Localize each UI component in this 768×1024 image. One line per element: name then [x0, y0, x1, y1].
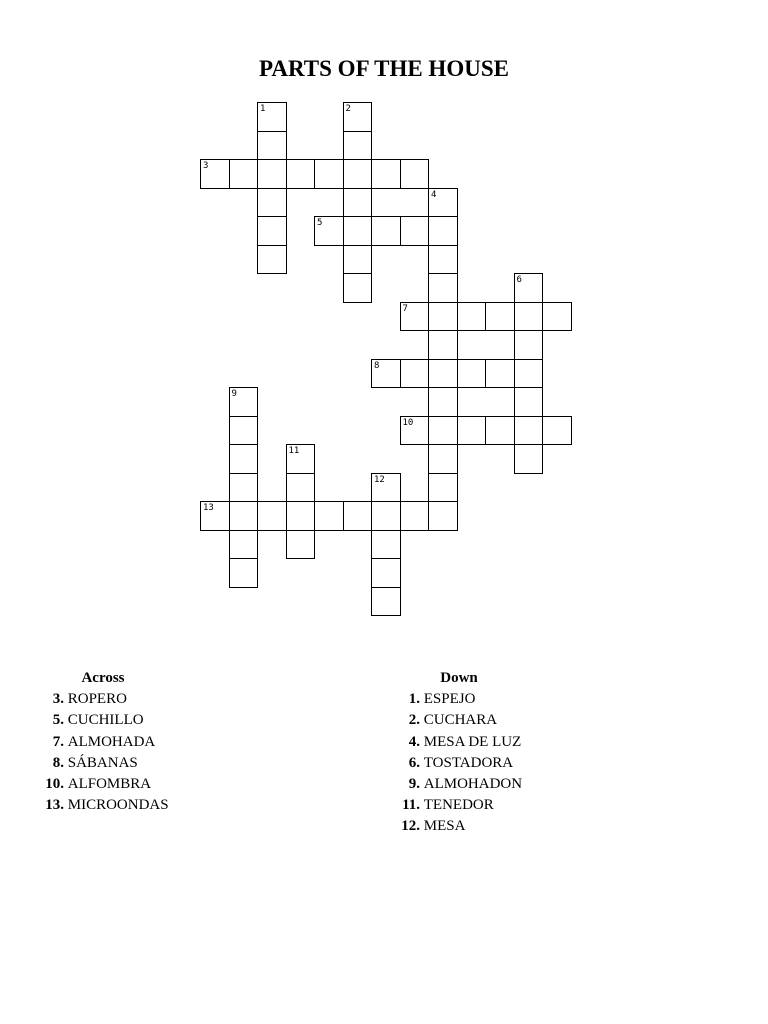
crossword-cell[interactable]: [400, 159, 430, 189]
crossword-cell[interactable]: [257, 159, 287, 189]
cell-number: 9: [231, 389, 237, 399]
cell-number: 8: [374, 360, 380, 371]
crossword-cell[interactable]: [229, 444, 259, 474]
crossword-cell[interactable]: [428, 387, 458, 417]
crossword-cell[interactable]: [400, 416, 430, 446]
crossword-cell[interactable]: [257, 501, 287, 531]
crossword-cell[interactable]: [286, 473, 316, 503]
down-clue-0: [392, 689, 572, 710]
crossword-cell[interactable]: [286, 501, 316, 531]
cell-number: 4: [431, 189, 437, 200]
crossword-cell[interactable]: [514, 273, 544, 303]
crossword-cell[interactable]: [314, 159, 344, 189]
cell-number: 6: [516, 275, 522, 285]
crossword-cell[interactable]: [371, 558, 401, 588]
cell-number: 3: [203, 161, 209, 171]
crossword-cell[interactable]: [428, 302, 458, 332]
crossword-cell[interactable]: [371, 359, 401, 389]
down-clue-text: MESA: [420, 818, 466, 835]
across-clue-text: CUCHILLO: [64, 712, 144, 729]
crossword-cell[interactable]: [428, 216, 458, 246]
crossword-cell[interactable]: [343, 159, 373, 189]
crossword-cell[interactable]: [257, 131, 287, 161]
crossword-cell[interactable]: [229, 501, 259, 531]
down-clue-4: [392, 774, 572, 795]
crossword-cell[interactable]: [371, 159, 401, 189]
crossword-cell[interactable]: [229, 530, 259, 560]
crossword-cell[interactable]: [485, 302, 515, 332]
crossword-cell[interactable]: [371, 587, 401, 617]
across-clue-number: 8.: [52, 754, 64, 771]
crossword-cell[interactable]: [343, 245, 373, 275]
across-heading: Across: [81, 670, 125, 686]
crossword-cell[interactable]: [257, 188, 287, 218]
across-clue-number: 5.: [52, 712, 64, 729]
crossword-cell[interactable]: [200, 501, 230, 531]
crossword-cell[interactable]: [371, 216, 401, 246]
crossword-cell[interactable]: [343, 188, 373, 218]
crossword-cell[interactable]: [514, 387, 544, 417]
across-clue-2: [36, 732, 216, 753]
page-title: PARTS OF THE HOUSE: [259, 56, 509, 81]
crossword-cell[interactable]: [542, 302, 572, 332]
crossword-cell[interactable]: [457, 359, 487, 389]
crossword-cell[interactable]: [343, 273, 373, 303]
crossword-cell[interactable]: [371, 473, 401, 503]
crossword-cell[interactable]: [257, 216, 287, 246]
crossword-cell[interactable]: [457, 416, 487, 446]
crossword-cell[interactable]: [200, 159, 230, 189]
cell-number: 5: [317, 218, 323, 228]
across-clue-4: [36, 774, 216, 795]
crossword-cell[interactable]: [428, 359, 458, 389]
across-clue-number: 3.: [52, 691, 64, 708]
across-clue-text: ALMOHADA: [64, 733, 156, 750]
crossword-cell[interactable]: [428, 188, 458, 218]
down-clue-1: [392, 710, 572, 731]
across-clues: [36, 668, 216, 816]
across-clue-text: ROPERO: [64, 691, 127, 708]
crossword-cell[interactable]: [229, 387, 259, 417]
down-clue-text: MESA DE LUZ: [420, 733, 522, 750]
crossword-cell[interactable]: [314, 501, 344, 531]
cell-number: 12: [374, 474, 385, 485]
crossword-cell[interactable]: [371, 501, 401, 531]
across-clue-text: SÁBANAS: [64, 754, 138, 771]
across-clue-0: [36, 689, 216, 710]
down-clue-number: 9.: [408, 776, 420, 793]
crossword-cell[interactable]: [428, 444, 458, 474]
down-clue-number: 6.: [408, 754, 420, 771]
down-clue-2: [392, 732, 572, 753]
crossword-cell[interactable]: [371, 530, 401, 560]
crossword-cell[interactable]: [343, 216, 373, 246]
cell-number: 13: [203, 503, 214, 513]
crossword-cell[interactable]: [514, 330, 544, 360]
down-clue-text: TENEDOR: [420, 797, 494, 814]
across-clue-1: [36, 710, 216, 731]
crossword-cell[interactable]: [485, 359, 515, 389]
crossword-cell[interactable]: [514, 359, 544, 389]
across-clue-number: 10.: [45, 776, 64, 793]
crossword-cell[interactable]: [428, 245, 458, 275]
crossword-cell[interactable]: [457, 302, 487, 332]
down-clue-number: 2.: [408, 712, 420, 729]
crossword-cell[interactable]: [428, 473, 458, 503]
across-clue-5: [36, 795, 216, 816]
down-heading: Down: [440, 670, 478, 686]
cell-number: 11: [288, 446, 300, 456]
down-clue-number: 12.: [401, 818, 420, 835]
crossword-cell[interactable]: [343, 131, 373, 161]
crossword-cell[interactable]: [428, 501, 458, 531]
down-clue-5: [392, 795, 572, 816]
down-clue-number: 4.: [408, 733, 420, 750]
crossword-cell[interactable]: [286, 530, 316, 560]
across-clue-text: MICROONDAS: [64, 797, 169, 814]
crossword-cell[interactable]: [514, 302, 544, 332]
crossword-cell[interactable]: [343, 102, 373, 132]
crossword-cell[interactable]: [257, 245, 287, 275]
down-clue-number: 11.: [402, 797, 420, 814]
down-clue-number: 1.: [408, 691, 420, 708]
crossword-cell[interactable]: [229, 473, 259, 503]
down-clue-6: [392, 816, 572, 837]
crossword-cell[interactable]: [428, 330, 458, 360]
down-clue-text: ESPEJO: [420, 691, 476, 708]
down-clue-text: TOSTADORA: [420, 754, 514, 771]
across-clue-text: ALFOMBRA: [64, 776, 152, 793]
down-clue-3: [392, 753, 572, 774]
down-clue-text: ALMOHADON: [420, 776, 523, 793]
crossword-cell[interactable]: [485, 416, 515, 446]
crossword-cell[interactable]: [428, 416, 458, 446]
crossword-cell[interactable]: [514, 416, 544, 446]
crossword-cell[interactable]: [314, 216, 344, 246]
cell-number: 1: [260, 104, 266, 114]
crossword-cell[interactable]: [514, 444, 544, 474]
down-clues: [392, 668, 572, 838]
across-clue-number: 7.: [52, 733, 64, 750]
down-clue-text: CUCHARA: [420, 712, 498, 729]
across-clue-3: [36, 753, 216, 774]
crossword-cell[interactable]: [229, 558, 259, 588]
crossword-cell[interactable]: [229, 416, 259, 446]
crossword-cell[interactable]: [428, 273, 458, 303]
cell-number: 10: [402, 417, 414, 428]
crossword-cell[interactable]: [400, 216, 430, 246]
crossword-cell[interactable]: [257, 102, 287, 132]
crossword-cell[interactable]: [343, 501, 373, 531]
crossword-cell[interactable]: [229, 159, 259, 189]
crossword-cell[interactable]: [542, 416, 572, 446]
crossword-cell[interactable]: [286, 444, 316, 474]
crossword-cell[interactable]: [400, 501, 430, 531]
crossword-cell[interactable]: [286, 159, 316, 189]
across-clue-number: 13.: [45, 797, 64, 814]
cell-number: 2: [345, 104, 351, 114]
cell-number: 7: [402, 303, 408, 314]
crossword-cell[interactable]: [400, 359, 430, 389]
crossword-cell[interactable]: [400, 302, 430, 332]
